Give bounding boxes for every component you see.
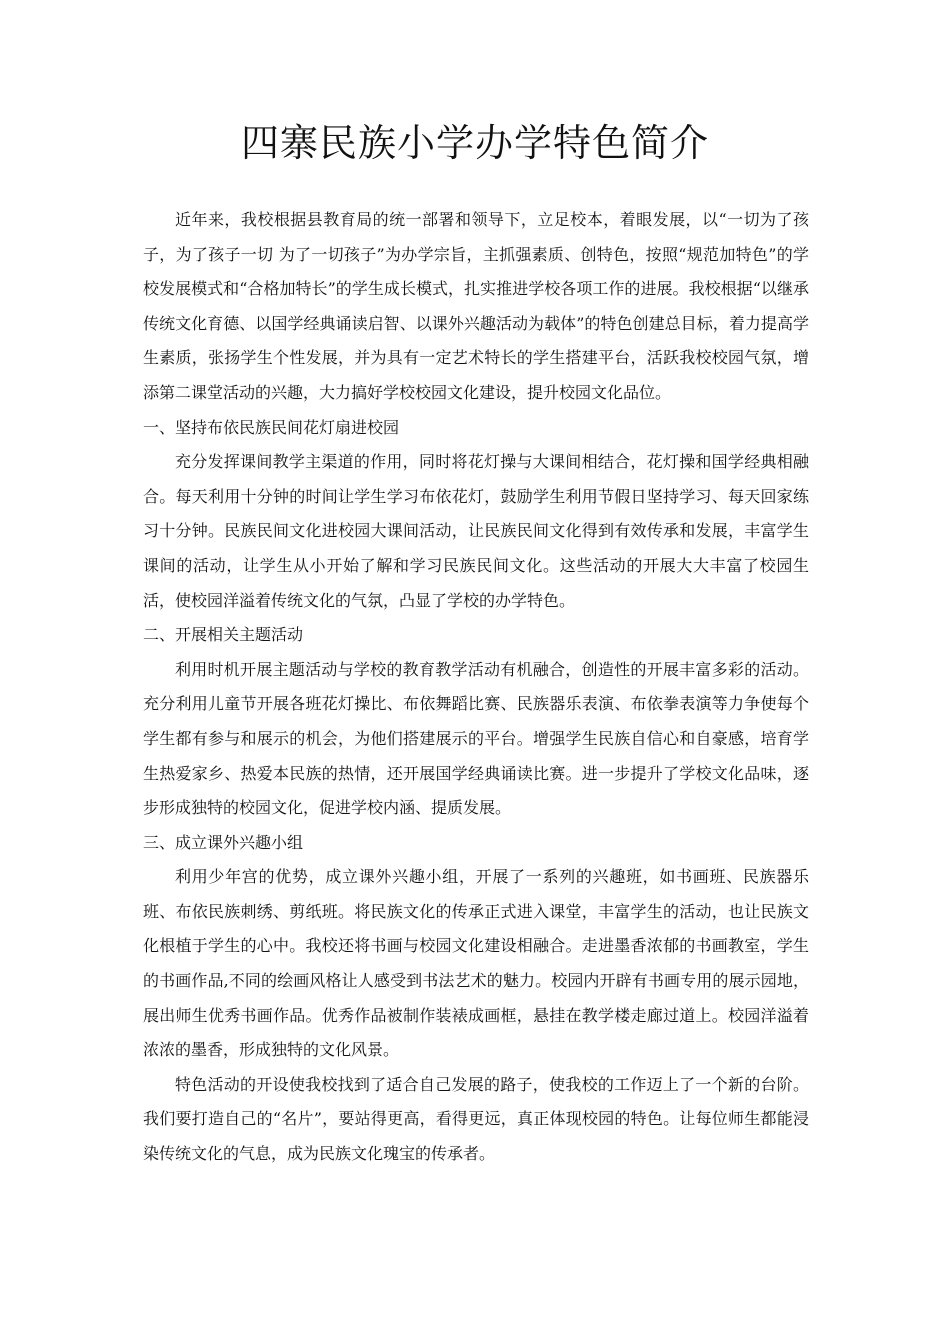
section-2-paragraph: 利用时机开展主题活动与学校的教育教学活动有机融合，创造性的开展丰富多彩的活动。充分利用儿童节开展各班花灯操比、布依舞蹈比赛、民族器乐表演、布依拳表演等力争使每个学生都有参与和展示的机会，为他们搭建展示的平台。增强学生民族自信心和自豪感，培育学生热爱家乡、热爱本民族的热情，还开展国学经典诵读比赛。进一步提升了学校文化品味，逐步形成独特的校园文化，促进学校内涵、提质发展。 <box>143 659 809 818</box>
document-body <box>143 203 809 1172</box>
intro-paragraph: 近年来，我校根据县教育局的统一部署和领导下，立足校本，着眼发展，以“一切为了孩子，为了孩子一切 为了一切孩子”为办学宗旨，主抓强素质、创特色，按照“规范加特色”的学校发展模式和“合格加特长”的学生成长模式，扎实推进学校各项工作的进展。我校根据“以继承传统文化育德、以国学经典诵读启智、以课外兴趣活动为载体”的特色创建总目标，着力提高学生素质，张扬学生个性发展，并为具有一定艺术特长的学生搭建平台，活跃我校校园气氛，增添第二课堂活动的兴趣，大力搞好学校校园文化建设，提升校园文化品位。 <box>143 210 809 402</box>
conclusion-paragraph: 特色活动的开设使我校找到了适合自己发展的路子，使我校的工作迈上了一个新的台阶。我们要打造自己的“名片”，要站得更高，看得更远，真正体现校园的特色。让每位师生都能浸染传统文化的气息，成为民族文化瑰宝的传承者。 <box>143 1074 809 1164</box>
section-2-heading: 二、开展相关主题活动 <box>143 625 304 645</box>
section-1-paragraph: 充分发挥课间教学主渠道的作用，同时将花灯操与大课间相结合，花灯操和国学经典相融合。每天利用十分钟的时间让学生学习布依花灯，鼓励学生利用节假日坚持学习、每天回家练习十分钟。民族民间文化进校园大课间活动，让民族民间文化得到有效传承和发展，丰富学生课间的活动，让学生从小开始了解和学习民族民间文化。这些活动的开展大大丰富了校园生活，使校园洋溢着传统文化的气氛，凸显了学校的办学特色。 <box>143 452 809 610</box>
section-1-heading: 一、坚持布依民族民间花灯扇进校园 <box>143 417 400 437</box>
section-3-paragraph: 利用少年宫的优势，成立课外兴趣小组，开展了一系列的兴趣班，如书画班、民族器乐班、布依民族刺绣、剪纸班。将民族文化的传承正式进入课堂，丰富学生的活动，也让民族文化根植于学生的心中。我校还将书画与校园文化建设相融合。走进墨香浓郁的书画教室，学生的书画作品,不同的绘画风格让人感受到书法艺术的魅力。校园内开辟有书画专用的展示园地，展出师生优秀书画作品。优秀作品被制作装裱成画框，悬挂在教学楼走廊过道上。校园洋溢着浓浓的墨香，形成独特的文化风景。 <box>143 867 809 1060</box>
section-3-heading: 三、成立课外兴趣小组 <box>143 832 304 852</box>
document-title: 四寨民族小学办学特色简介 <box>240 121 709 166</box>
